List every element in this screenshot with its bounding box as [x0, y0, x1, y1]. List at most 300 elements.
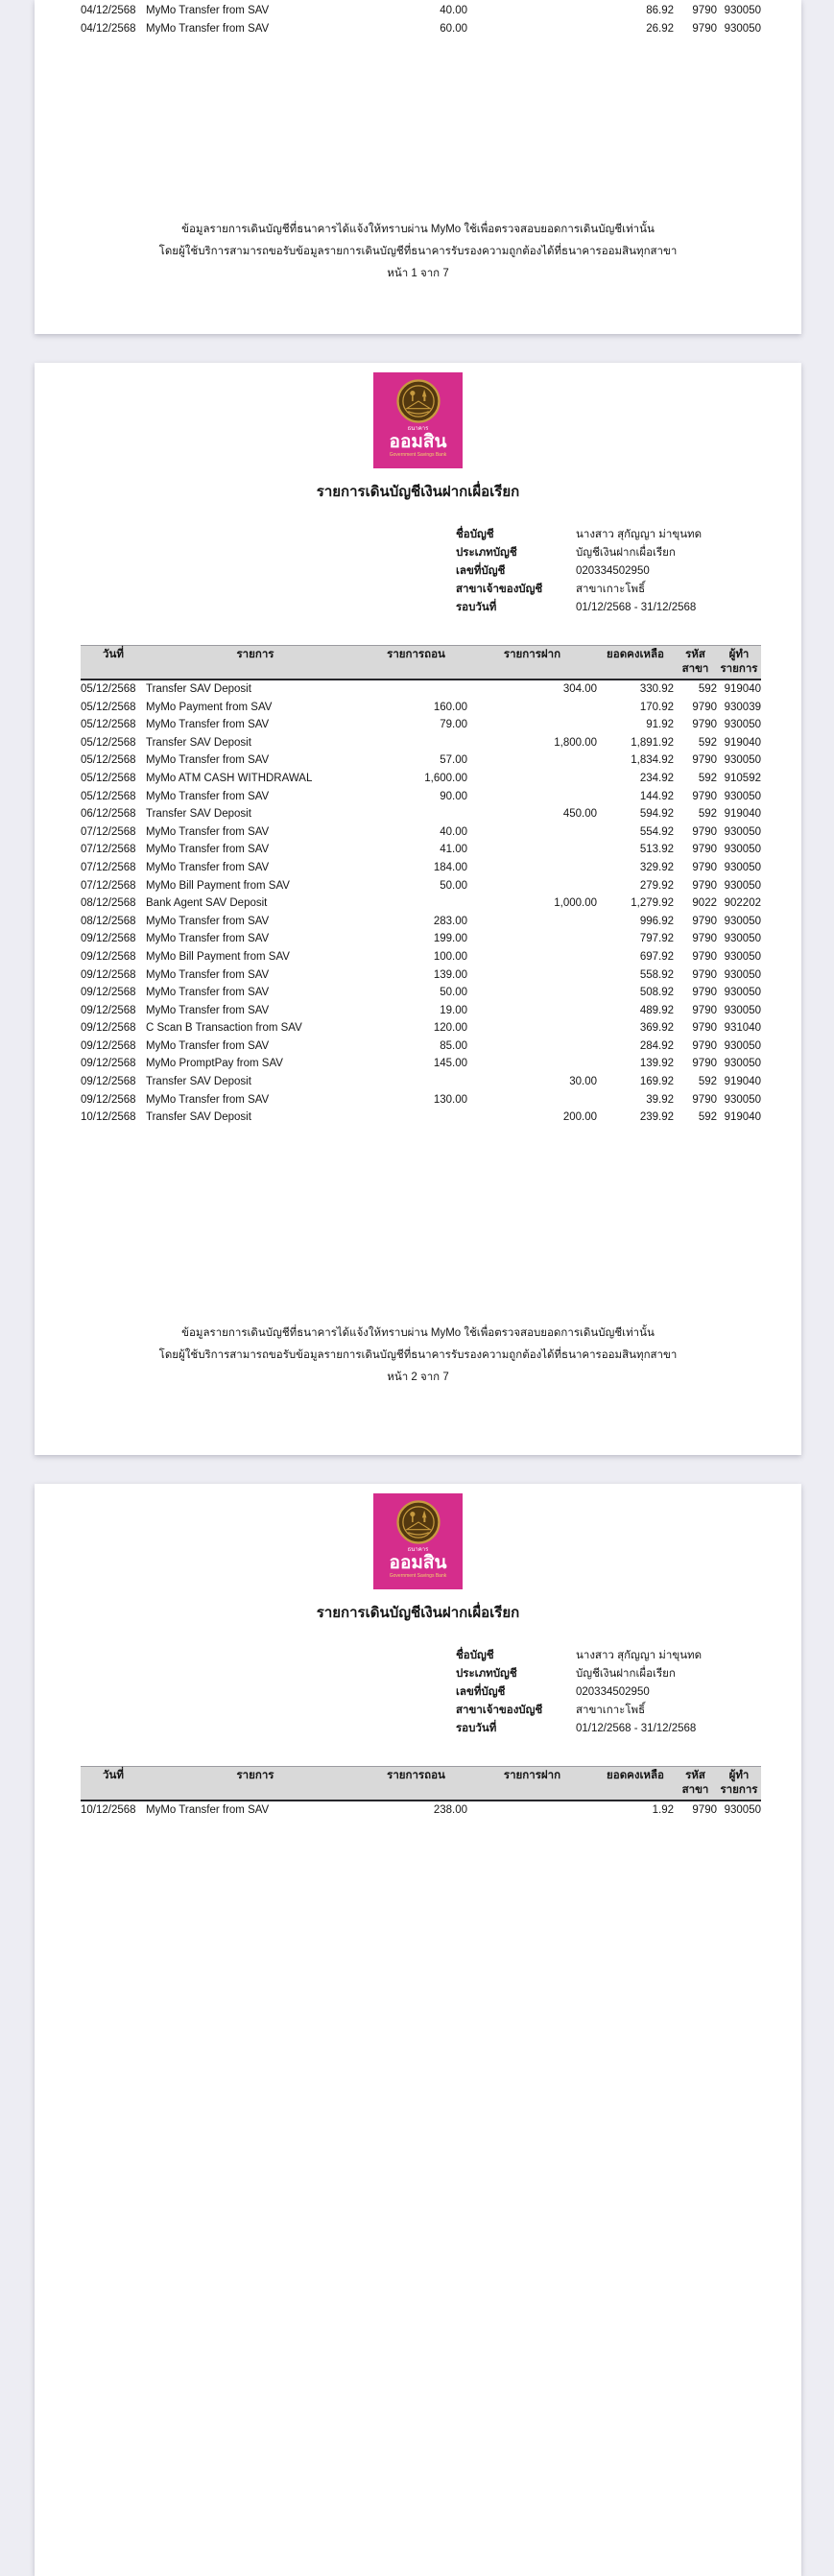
cell-operator-code: 930050	[724, 754, 761, 767]
header-branch-line2: สาขา	[681, 662, 709, 675]
cell-withdrawal: 145.00	[433, 1058, 467, 1070]
account-field-value: 020334502950	[576, 565, 650, 577]
cell-withdrawal: 57.00	[440, 754, 467, 767]
table-row	[81, 1002, 761, 1020]
header-branch-code	[674, 646, 717, 680]
header-operator-line1: ผู้ทำ	[728, 1770, 750, 1781]
cell-balance: 1,891.92	[631, 736, 674, 749]
cell-balance: 697.92	[639, 950, 674, 963]
cell-date: 07/12/2568	[81, 879, 136, 892]
cell-balance: 558.92	[639, 968, 674, 981]
cell-description: MyMo Transfer from SAV	[146, 22, 270, 35]
cell-description: MyMo Transfer from SAV	[146, 933, 270, 945]
cell-branch-code: 9790	[692, 5, 717, 16]
cell-withdrawal: 90.00	[440, 790, 467, 802]
account-info-row	[456, 581, 702, 599]
cell-date: 09/12/2568	[81, 968, 136, 981]
account-info-row	[456, 1665, 702, 1683]
cell-withdrawal: 130.00	[433, 1093, 467, 1106]
cell-branch-code: 9790	[692, 22, 717, 35]
cell-operator-code: 930050	[724, 1093, 761, 1106]
table-row	[81, 699, 761, 717]
cell-deposit	[467, 841, 597, 859]
cell-operator-code: 930050	[724, 844, 761, 856]
cell-branch-code: 9790	[692, 950, 717, 963]
cell-operator-code: 930050	[724, 825, 761, 838]
transactions-table-wrap	[81, 2, 761, 37]
cell-withdrawal: 79.00	[440, 719, 467, 731]
cell-branch-code: 9790	[692, 701, 717, 713]
cell-balance: 1,834.92	[631, 754, 674, 767]
cell-description: MyMo Transfer from SAV	[146, 915, 270, 927]
statement-title: รายการเดินบัญชีเงินฝากเผื่อเรียก	[316, 484, 520, 500]
cell-branch-code: 592	[698, 1076, 717, 1088]
cell-description: MyMo ATM CASH WITHDRAWAL	[146, 772, 313, 784]
pdf-page-1	[35, 0, 801, 334]
cell-deposit	[467, 1055, 597, 1073]
account-field-value: 01/12/2568 - 31/12/2568	[576, 602, 697, 613]
page-number: หน้า 1 จาก 7	[387, 268, 449, 279]
cell-balance: 1.92	[652, 1804, 674, 1816]
account-info-row	[456, 526, 702, 544]
table-row	[81, 1055, 761, 1073]
cell-withdrawal: 19.00	[440, 1004, 467, 1016]
account-info-row	[456, 599, 702, 617]
statement-title: รายการเดินบัญชีเงินฝากเผื่อเรียก	[316, 1605, 520, 1621]
transactions-body	[81, 2, 761, 37]
cell-description: MyMo Transfer from SAV	[146, 861, 270, 873]
cell-date: 05/12/2568	[81, 683, 136, 695]
cell-date: 10/12/2568	[81, 1804, 136, 1816]
cell-deposit	[467, 948, 597, 966]
header-branch-line2: สาขา	[681, 1783, 709, 1796]
cell-operator-code: 930050	[724, 719, 761, 731]
cell-date: 05/12/2568	[81, 790, 136, 802]
cell-branch-code: 9790	[692, 861, 717, 873]
cell-operator-code: 930050	[724, 861, 761, 873]
account-info	[456, 526, 702, 617]
header-branch-line1: รหัส	[685, 1770, 705, 1781]
cell-withdrawal	[365, 1109, 467, 1127]
cell-operator-code: 919040	[724, 1111, 761, 1124]
cell-date: 09/12/2568	[81, 1004, 136, 1016]
cell-withdrawal: 184.00	[433, 861, 467, 873]
table-row	[81, 894, 761, 913]
page-number: หน้า 2 จาก 7	[387, 1371, 449, 1383]
cell-deposit	[467, 788, 597, 806]
cell-deposit	[467, 930, 597, 948]
cell-description: Transfer SAV Deposit	[146, 683, 251, 695]
header-description: รายการ	[146, 646, 365, 680]
cell-branch-code: 9790	[692, 754, 717, 767]
cell-operator-code: 930050	[724, 790, 761, 802]
header-date: วันที่	[81, 1767, 146, 1801]
account-field-value: นางสาว สุกัญญา ม่าขุนทด	[576, 529, 703, 540]
account-info-row	[456, 1683, 702, 1702]
pdf-page-2	[35, 363, 801, 1455]
cell-balance: 508.92	[639, 987, 674, 999]
header-date: วันที่	[81, 646, 146, 680]
account-field-label: สาขาเจ้าของบัญชี	[456, 584, 543, 595]
cell-operator-code: 930050	[724, 950, 761, 963]
footer-disclaimer-line1: ข้อมูลรายการเดินบัญชีที่ธนาคารได้แจ้งให้ทราบผ่าน MyMo ใช้เพื่อตรวจสอบยอดการเดินบัญชีเท่านั้น	[181, 1327, 655, 1339]
transactions-body	[81, 680, 761, 1127]
cell-date: 09/12/2568	[81, 950, 136, 963]
cell-balance: 513.92	[639, 844, 674, 856]
cell-withdrawal: 60.00	[440, 22, 467, 35]
cell-description: Transfer SAV Deposit	[146, 808, 251, 821]
cell-date: 05/12/2568	[81, 754, 136, 767]
cell-description: MyMo Transfer from SAV	[146, 1804, 270, 1816]
bank-logo	[35, 372, 801, 468]
account-field-label: รอบวันที่	[456, 602, 497, 613]
header-deposit: รายการฝาก	[467, 1767, 597, 1801]
cell-operator-code: 930050	[724, 879, 761, 892]
cell-date: 04/12/2568	[81, 5, 136, 16]
cell-date: 05/12/2568	[81, 772, 136, 784]
cell-date: 07/12/2568	[81, 844, 136, 856]
cell-description: C Scan B Transaction from SAV	[146, 1022, 302, 1035]
header-operator-code	[717, 1767, 761, 1801]
cell-branch-code: 9790	[692, 915, 717, 927]
cell-deposit	[467, 877, 597, 895]
cell-balance: 26.92	[646, 22, 674, 35]
cell-date: 09/12/2568	[81, 1058, 136, 1070]
cell-balance: 139.92	[639, 1058, 674, 1070]
table-row	[81, 770, 761, 788]
header-branch-line1: รหัส	[685, 649, 705, 660]
cell-description: MyMo Transfer from SAV	[146, 825, 270, 838]
pdf-page-3	[35, 1484, 801, 2576]
table-row	[81, 1038, 761, 1056]
cell-branch-code: 9790	[692, 933, 717, 945]
table-row	[81, 734, 761, 752]
bank-logo-main-text: ออมสิน	[389, 432, 447, 452]
header-deposit: รายการฝาก	[467, 646, 597, 680]
bank-logo-top-text: ธนาคาร	[407, 426, 429, 432]
table-row	[81, 716, 761, 734]
cell-deposit	[467, 859, 597, 877]
cell-branch-code: 9790	[692, 1093, 717, 1106]
cell-withdrawal: 85.00	[440, 1039, 467, 1052]
cell-date: 09/12/2568	[81, 933, 136, 945]
header-withdrawal: รายการถอน	[365, 646, 467, 680]
transactions-table-wrap	[81, 645, 761, 1127]
cell-description: MyMo Transfer from SAV	[146, 968, 270, 981]
cell-deposit	[467, 2, 597, 20]
footer-disclaimer-line1: ข้อมูลรายการเดินบัญชีที่ธนาคารได้แจ้งให้ทราบผ่าน MyMo ใช้เพื่อตรวจสอบยอดการเดินบัญชีเท่านั้น	[181, 224, 655, 235]
cell-withdrawal: 1,600.00	[424, 772, 467, 784]
cell-date: 05/12/2568	[81, 701, 136, 713]
cell-deposit	[467, 1091, 597, 1109]
header-operator-line1: ผู้ทำ	[728, 649, 750, 660]
cell-withdrawal	[365, 894, 467, 913]
cell-description: MyMo Transfer from SAV	[146, 719, 270, 731]
account-field-value: 020334502950	[576, 1686, 650, 1698]
cell-description: MyMo Transfer from SAV	[146, 790, 270, 802]
account-field-value: สาขาเกาะโพธิ์	[576, 1705, 646, 1716]
cell-branch-code: 9790	[692, 790, 717, 802]
cell-description: MyMo Transfer from SAV	[146, 1039, 270, 1052]
bank-logo-main-text: ออมสิน	[389, 1553, 447, 1573]
cell-balance: 170.92	[639, 701, 674, 713]
cell-operator-code: 930050	[724, 968, 761, 981]
cell-date: 09/12/2568	[81, 1039, 136, 1052]
cell-balance: 169.92	[639, 1076, 674, 1088]
cell-branch-code: 592	[698, 772, 717, 784]
cell-deposit: 1,000.00	[554, 897, 597, 910]
cell-branch-code: 592	[698, 1111, 717, 1124]
cell-operator-code: 930050	[724, 1004, 761, 1016]
cell-date: 09/12/2568	[81, 1022, 136, 1035]
account-field-label: ชื่อบัญชี	[456, 1650, 494, 1661]
cell-operator-code: 910592	[724, 772, 761, 784]
cell-deposit	[467, 751, 597, 770]
account-field-value: นางสาว สุกัญญา ม่าขุนทด	[576, 1650, 703, 1661]
cell-branch-code: 9790	[692, 719, 717, 731]
cell-description: MyMo Payment from SAV	[146, 701, 273, 713]
bank-logo-top-text: ธนาคาร	[407, 1547, 429, 1553]
gsb-seal-icon	[396, 379, 441, 423]
table-row	[81, 1801, 761, 1820]
cell-description: Bank Agent SAV Deposit	[146, 897, 268, 910]
cell-deposit	[467, 20, 597, 38]
table-row	[81, 930, 761, 948]
cell-operator-code: 930039	[724, 701, 761, 713]
page-footer	[35, 219, 801, 285]
cell-description: Transfer SAV Deposit	[146, 736, 251, 749]
cell-deposit: 200.00	[562, 1111, 597, 1124]
cell-withdrawal: 100.00	[433, 950, 467, 963]
table-row	[81, 877, 761, 895]
header-balance: ยอดคงเหลือ	[597, 646, 674, 680]
cell-deposit: 304.00	[562, 683, 597, 695]
transactions-table	[81, 1766, 761, 1820]
cell-deposit: 30.00	[569, 1076, 597, 1088]
cell-operator-code: 930050	[724, 1058, 761, 1070]
table-row	[81, 841, 761, 859]
cell-balance: 329.92	[639, 861, 674, 873]
cell-withdrawal: 40.00	[440, 5, 467, 16]
cell-operator-code: 931040	[724, 1022, 761, 1035]
cell-operator-code: 930050	[724, 933, 761, 945]
cell-withdrawal	[365, 1073, 467, 1091]
transactions-body	[81, 1801, 761, 1820]
cell-withdrawal: 50.00	[440, 987, 467, 999]
cell-description: MyMo Transfer from SAV	[146, 987, 270, 999]
cell-date: 08/12/2568	[81, 897, 136, 910]
cell-withdrawal: 120.00	[433, 1022, 467, 1035]
cell-operator-code: 930050	[724, 915, 761, 927]
cell-date: 10/12/2568	[81, 1111, 136, 1124]
bank-logo-sub-text: Government Savings Bank	[389, 1573, 447, 1579]
cell-description: MyMo Transfer from SAV	[146, 754, 270, 767]
cell-withdrawal: 139.00	[433, 968, 467, 981]
cell-branch-code: 592	[698, 683, 717, 695]
account-field-label: ชื่อบัญชี	[456, 529, 494, 540]
cell-branch-code: 9022	[692, 897, 717, 910]
cell-withdrawal: 41.00	[440, 844, 467, 856]
account-info-row	[456, 1702, 702, 1720]
cell-branch-code: 9790	[692, 968, 717, 981]
cell-branch-code: 9790	[692, 1058, 717, 1070]
cell-balance: 996.92	[639, 915, 674, 927]
account-field-label: สาขาเจ้าของบัญชี	[456, 1705, 543, 1716]
cell-branch-code: 9790	[692, 1022, 717, 1035]
transactions-table-wrap	[81, 1766, 761, 1820]
bank-logo-box	[373, 1493, 463, 1589]
cell-withdrawal: 283.00	[433, 915, 467, 927]
table-row	[81, 2, 761, 20]
cell-withdrawal: 238.00	[433, 1804, 467, 1816]
cell-branch-code: 9790	[692, 1804, 717, 1816]
account-field-value: สาขาเกาะโพธิ์	[576, 584, 646, 595]
table-row	[81, 1091, 761, 1109]
table-row	[81, 788, 761, 806]
cell-balance: 1,279.92	[631, 897, 674, 910]
account-info-row	[456, 1647, 702, 1665]
cell-deposit	[467, 770, 597, 788]
cell-operator-code: 919040	[724, 1076, 761, 1088]
cell-deposit	[467, 823, 597, 842]
cell-operator-code: 930050	[724, 22, 761, 35]
table-row	[81, 948, 761, 966]
cell-operator-code: 930050	[724, 5, 761, 16]
header-branch-code	[674, 1767, 717, 1801]
cell-balance: 797.92	[639, 933, 674, 945]
account-field-label: เลขที่บัญชี	[456, 565, 506, 577]
table-row	[81, 805, 761, 823]
cell-deposit	[467, 1038, 597, 1056]
footer-disclaimer-line2: โดยผู้ใช้บริการสามารถขอรับข้อมูลรายการเดินบัญชีที่ธนาคารรับรองความถูกต้องได้ที่ธนาคารออมสินทุกสาขา	[158, 1349, 678, 1361]
header-withdrawal: รายการถอน	[365, 1767, 467, 1801]
cell-deposit	[467, 913, 597, 931]
cell-date: 05/12/2568	[81, 736, 136, 749]
bank-logo-box	[373, 372, 463, 468]
cell-balance: 554.92	[639, 825, 674, 838]
cell-description: Transfer SAV Deposit	[146, 1076, 251, 1088]
account-info-row	[456, 544, 702, 562]
account-info-row	[456, 562, 702, 581]
account-field-value: บัญชีเงินฝากเผื่อเรียก	[576, 547, 676, 559]
header-balance: ยอดคงเหลือ	[597, 1767, 674, 1801]
cell-description: MyMo Transfer from SAV	[146, 1004, 270, 1016]
cell-balance: 39.92	[646, 1093, 674, 1106]
cell-balance: 91.92	[646, 719, 674, 731]
cell-balance: 144.92	[639, 790, 674, 802]
cell-operator-code: 919040	[724, 808, 761, 821]
transactions-table	[81, 2, 761, 37]
table-row	[81, 1019, 761, 1038]
bank-logo-sub-text: Government Savings Bank	[389, 452, 447, 458]
cell-date: 05/12/2568	[81, 719, 136, 731]
cell-balance: 279.92	[639, 879, 674, 892]
table-row	[81, 1073, 761, 1091]
cell-operator-code: 919040	[724, 736, 761, 749]
cell-description: MyMo Transfer from SAV	[146, 1093, 270, 1106]
cell-deposit	[467, 716, 597, 734]
cell-deposit	[467, 1019, 597, 1038]
cell-date: 07/12/2568	[81, 861, 136, 873]
table-row	[81, 913, 761, 931]
account-info	[456, 1647, 702, 1738]
cell-balance: 330.92	[639, 683, 674, 695]
cell-date: 06/12/2568	[81, 808, 136, 821]
cell-description: Transfer SAV Deposit	[146, 1111, 251, 1124]
cell-date: 09/12/2568	[81, 1093, 136, 1106]
cell-branch-code: 9790	[692, 987, 717, 999]
table-row	[81, 680, 761, 699]
cell-description: MyMo Bill Payment from SAV	[146, 879, 290, 892]
cell-balance: 86.92	[646, 5, 674, 16]
cell-balance: 369.92	[639, 1022, 674, 1035]
cell-branch-code: 9790	[692, 825, 717, 838]
cell-branch-code: 9790	[692, 879, 717, 892]
header-operator-code	[717, 646, 761, 680]
cell-balance: 239.92	[639, 1111, 674, 1124]
cell-date: 08/12/2568	[81, 915, 136, 927]
cell-operator-code: 930050	[724, 987, 761, 999]
header-operator-line2: รายการ	[720, 662, 758, 675]
footer-disclaimer-line2: โดยผู้ใช้บริการสามารถขอรับข้อมูลรายการเดินบัญชีที่ธนาคารรับรองความถูกต้องได้ที่ธนาคารออมสินทุกสาขา	[158, 246, 678, 257]
account-field-label: รอบวันที่	[456, 1723, 497, 1734]
cell-description: MyMo Transfer from SAV	[146, 5, 270, 16]
cell-operator-code: 919040	[724, 683, 761, 695]
cell-deposit: 1,800.00	[554, 736, 597, 749]
cell-withdrawal: 199.00	[433, 933, 467, 945]
cell-operator-code: 902202	[724, 897, 761, 910]
table-row	[81, 859, 761, 877]
account-info-row	[456, 1720, 702, 1738]
cell-withdrawal	[365, 805, 467, 823]
cell-withdrawal: 160.00	[433, 701, 467, 713]
cell-description: MyMo Transfer from SAV	[146, 844, 270, 856]
cell-deposit	[467, 699, 597, 717]
cell-date: 07/12/2568	[81, 825, 136, 838]
cell-deposit	[467, 1002, 597, 1020]
cell-branch-code: 592	[698, 808, 717, 821]
cell-date: 09/12/2568	[81, 987, 136, 999]
cell-branch-code: 9790	[692, 1039, 717, 1052]
header-operator-line2: รายการ	[720, 1783, 758, 1796]
table-row	[81, 966, 761, 985]
account-field-label: ประเภทบัญชี	[456, 547, 517, 559]
cell-withdrawal	[365, 680, 467, 699]
cell-branch-code: 9790	[692, 844, 717, 856]
bank-logo	[35, 1493, 801, 1589]
cell-balance: 284.92	[639, 1039, 674, 1052]
cell-deposit	[467, 966, 597, 985]
header-description: รายการ	[146, 1767, 365, 1801]
table-row	[81, 751, 761, 770]
cell-balance: 594.92	[639, 808, 674, 821]
account-field-value: บัญชีเงินฝากเผื่อเรียก	[576, 1668, 676, 1680]
table-row	[81, 823, 761, 842]
cell-description: MyMo Bill Payment from SAV	[146, 950, 290, 963]
cell-deposit: 450.00	[562, 808, 597, 821]
cell-withdrawal	[365, 734, 467, 752]
account-field-value: 01/12/2568 - 31/12/2568	[576, 1723, 697, 1734]
cell-operator-code: 930050	[724, 1039, 761, 1052]
account-field-label: ประเภทบัญชี	[456, 1668, 517, 1680]
transactions-header	[81, 1767, 761, 1801]
cell-branch-code: 592	[698, 736, 717, 749]
cell-branch-code: 9790	[692, 1004, 717, 1016]
cell-operator-code: 930050	[724, 1804, 761, 1816]
cell-deposit	[467, 984, 597, 1002]
page-footer	[35, 1323, 801, 1389]
table-row	[81, 20, 761, 38]
